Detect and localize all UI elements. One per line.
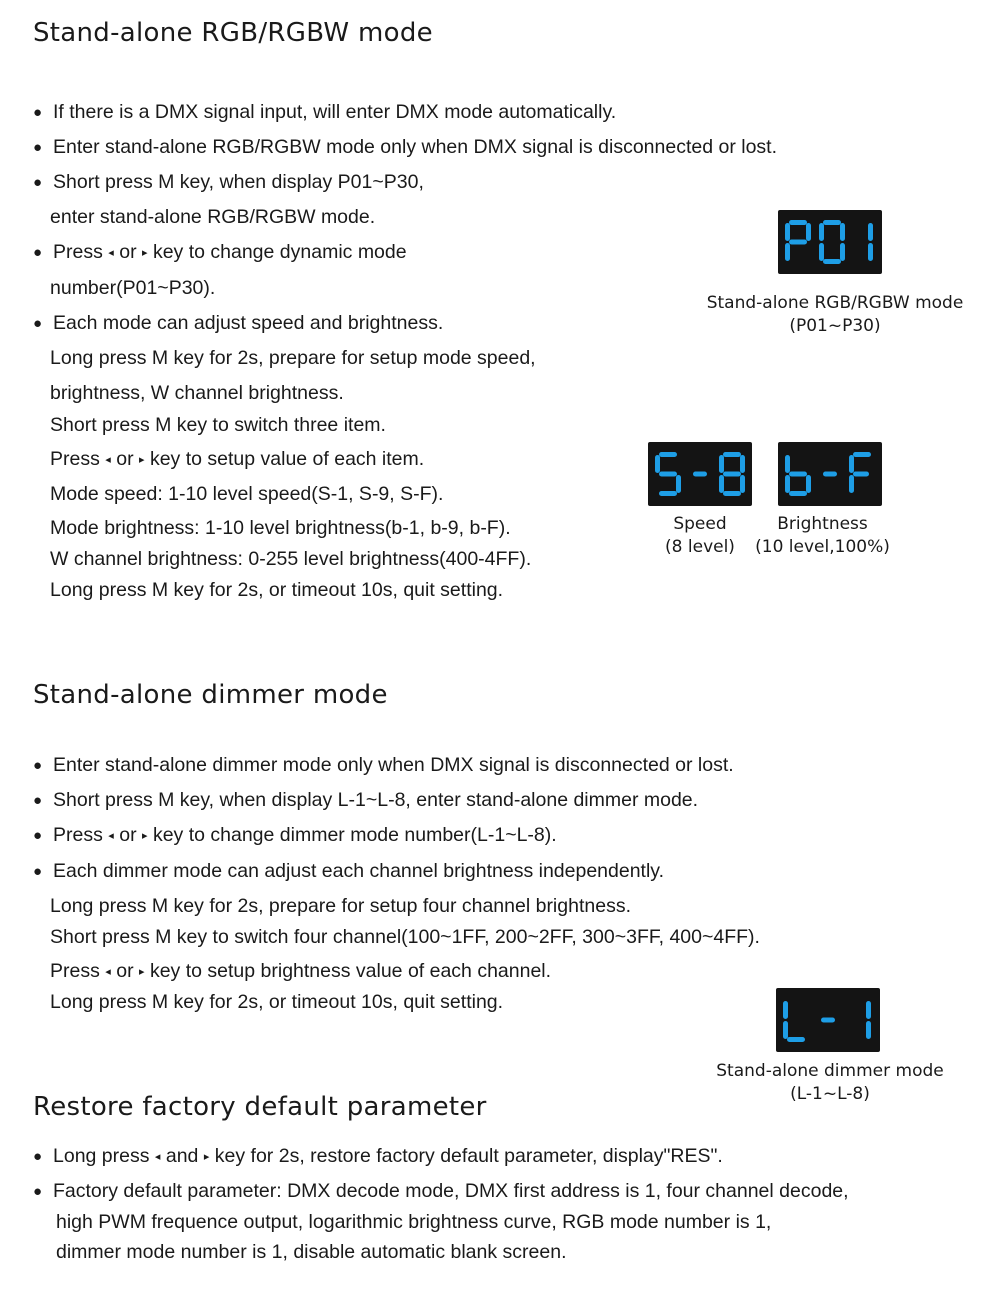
digit-s <box>655 452 681 496</box>
display-caption-p01: Stand-alone RGB/RGBW mode (P01~P30) <box>706 293 964 336</box>
digits-p01 <box>782 217 878 267</box>
digit-dash <box>821 1018 835 1023</box>
digit-0 <box>819 220 845 264</box>
digit-l <box>783 1001 805 1042</box>
left-triangle-icon: ◂ <box>108 247 114 259</box>
left-triangle-icon: ◂ <box>105 454 111 466</box>
display-caption-s8: Speed (8 level) <box>665 514 735 557</box>
list-item-continuation: dimmer mode number is 1, disable automatic blank screen. <box>56 1241 567 1263</box>
list-item: ● Long press ◂ and ▸ key for 2s, restore factory default parameter, display"RES". <box>33 1145 723 1167</box>
list-item-continuation: enter stand-alone RGB/RGBW mode. <box>50 206 376 228</box>
list-item: ● Each mode can adjust speed and brightness. <box>33 312 444 334</box>
digits-l1 <box>780 995 876 1045</box>
list-item-continuation: W channel brightness: 0-255 level brightness(400-4FF). <box>50 548 532 570</box>
led-display-s8 <box>648 442 752 506</box>
bullet-icon: ● <box>33 757 43 774</box>
section-title-restore: Restore factory default parameter <box>33 1092 487 1122</box>
list-item-continuation: Press ◂ or ▸ key to setup value of each item. <box>50 448 425 470</box>
list-item: ● If there is a DMX signal input, will enter DMX mode automatically. <box>33 101 617 123</box>
list-item-continuation: brightness, W channel brightness. <box>50 382 344 404</box>
led-display-bf <box>778 442 882 506</box>
digit-8 <box>719 452 745 496</box>
list-item-continuation: Long press M key for 2s, prepare for setup mode speed, <box>50 347 536 369</box>
led-display-l1 <box>776 988 880 1052</box>
digit-1 <box>868 223 873 261</box>
list-item: ● Each dimmer mode can adjust each channel brightness independently. <box>33 860 665 882</box>
list-item: ● Factory default parameter: DMX decode mode, DMX first address is 1, four channel decode, <box>33 1180 849 1202</box>
bullet-icon: ● <box>33 1183 43 1200</box>
right-triangle-icon: ▸ <box>142 830 148 842</box>
digit-dash <box>693 472 707 477</box>
list-item: ● Enter stand-alone RGB/RGBW mode only when DMX signal is disconnected or lost. <box>33 136 777 158</box>
bullet-icon: ● <box>33 792 43 809</box>
right-triangle-icon: ▸ <box>139 454 145 466</box>
display-caption-bf: Brightness (10 level,100%) <box>755 514 890 557</box>
list-item-continuation: Mode speed: 1-10 level speed(S-1, S-9, S-F). <box>50 483 444 505</box>
bullet-icon: ● <box>33 244 43 261</box>
digit-dash <box>823 472 837 477</box>
digit-f <box>849 452 871 493</box>
list-item-continuation: high PWM frequence output, logarithmic brightness curve, RGB mode number is 1, <box>56 1211 772 1233</box>
bullet-icon: ● <box>33 174 43 191</box>
bullet-icon: ● <box>33 1148 43 1165</box>
display-caption-l1: Stand-alone dimmer mode (L-1~L-8) <box>716 1061 944 1104</box>
digit-1 <box>866 1001 871 1039</box>
digits-s8 <box>652 449 748 499</box>
right-triangle-icon: ▸ <box>142 247 148 259</box>
bullet-icon: ● <box>33 139 43 156</box>
digit-p <box>785 220 811 261</box>
digit-b <box>785 455 811 496</box>
section-title-dimmer: Stand-alone dimmer mode <box>33 680 388 710</box>
list-item-continuation: Short press M key to switch three item. <box>50 414 386 436</box>
left-triangle-icon: ◂ <box>108 830 114 842</box>
list-item-continuation: Long press M key for 2s, or timeout 10s, quit setting. <box>50 991 504 1013</box>
list-item: ● Enter stand-alone dimmer mode only when DMX signal is disconnected or lost. <box>33 754 734 776</box>
list-item: ● Press ◂ or ▸ key to change dynamic mode <box>33 241 407 263</box>
bullet-icon: ● <box>33 315 43 332</box>
bullet-icon: ● <box>33 104 43 121</box>
digits-bf <box>782 449 878 499</box>
list-item: ● Short press M key, when display L-1~L-8, enter stand-alone dimmer mode. <box>33 789 699 811</box>
list-item-continuation: Long press M key for 2s, or timeout 10s, quit setting. <box>50 579 504 601</box>
list-item-continuation: Mode brightness: 1-10 level brightness(b-1, b-9, b-F). <box>50 517 511 539</box>
bullet-icon: ● <box>33 827 43 844</box>
list-item: ● Short press M key, when display P01~P30, <box>33 171 424 193</box>
list-item-continuation: number(P01~P30). <box>50 277 216 299</box>
list-item-continuation: Short press M key to switch four channel(100~1FF, 200~2FF, 300~3FF, 400~4FF). <box>50 926 760 948</box>
right-triangle-icon: ▸ <box>203 1151 210 1163</box>
list-item-continuation: Press ◂ or ▸ key to setup brightness value of each channel. <box>50 960 552 982</box>
section-title-rgb: Stand-alone RGB/RGBW mode <box>33 18 433 48</box>
list-item-continuation: Long press M key for 2s, prepare for setup four channel brightness. <box>50 895 631 917</box>
left-triangle-icon: ◂ <box>105 966 111 978</box>
list-item: ● Press ◂ or ▸ key to change dimmer mode number(L-1~L-8). <box>33 824 557 846</box>
left-triangle-icon: ◂ <box>154 1151 161 1163</box>
right-triangle-icon: ▸ <box>139 966 145 978</box>
led-display-p01 <box>778 210 882 274</box>
bullet-icon: ● <box>33 863 43 880</box>
